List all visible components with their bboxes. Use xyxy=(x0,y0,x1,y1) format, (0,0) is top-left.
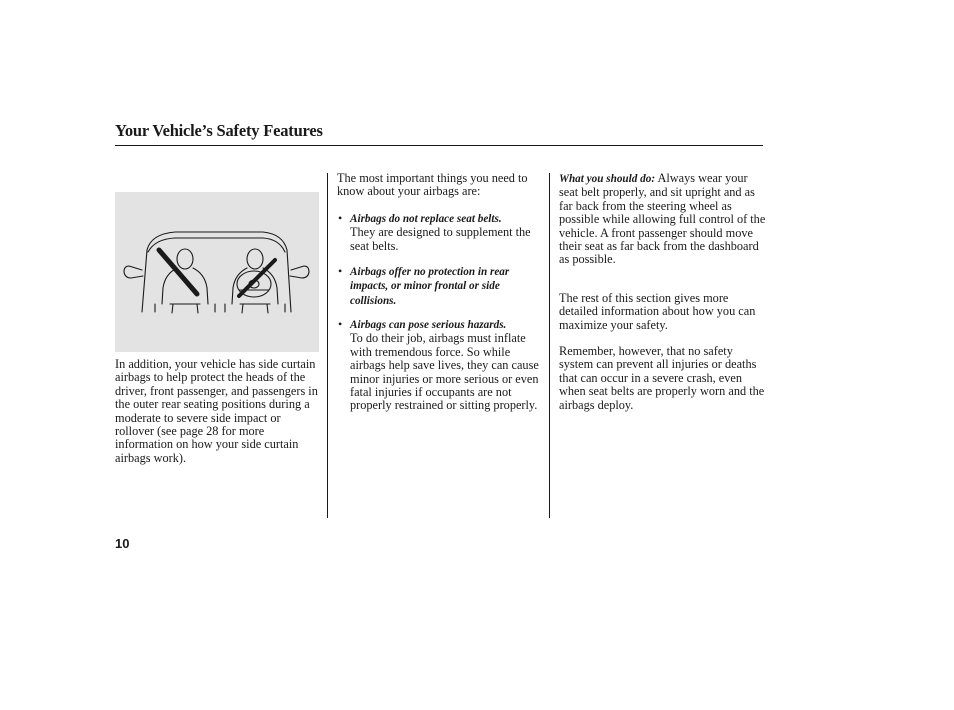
page-number: 10 xyxy=(115,536,130,551)
column-divider-1 xyxy=(327,173,328,518)
bullet-item-1 xyxy=(338,211,542,253)
column-divider-2 xyxy=(549,173,550,518)
side-curtain-airbag-text xyxy=(115,358,322,465)
remember-text xyxy=(559,345,766,412)
airbag-seated-occupants-icon xyxy=(115,192,319,352)
airbag-intro-text xyxy=(337,172,542,199)
airbag-illustration xyxy=(115,192,319,352)
bullet-item-2 xyxy=(338,264,542,308)
bullet-1-body: They are designed to supplement the seat belts. xyxy=(350,225,531,253)
bullet-1-heading: Airbags do not replace seat belts. xyxy=(350,213,502,225)
col3-paragraph-3: Remember, however, that no safety system can prevent all injuries or deaths that can occur in a severe crash, even when seat belts are properly worn and the airbags deploy. xyxy=(559,344,765,412)
page-title: Your Vehicle’s Safety Features xyxy=(115,121,323,140)
col1-paragraph: In addition, your vehicle has side curtain airbags to help protect the heads of the driver, front passenger, and passengers in the outer rear seating positions during a moderate to severe side impact or rollover (see page 28 for more information on how your side curtain airbags work). xyxy=(115,357,318,465)
bullet-icon: • xyxy=(338,317,343,331)
col2-intro: The most important things you need to know about your airbags are: xyxy=(337,171,528,199)
bullet-3-heading: Airbags can pose serious hazards. xyxy=(350,319,507,331)
bullet-3-body: To do their job, airbags must inflate with tremendous force. So while airbags help save lives, they can cause minor injuries or more serious or even fatal injuries if occupants are not properly restrained or sitting properly. xyxy=(350,331,539,413)
bullet-item-3 xyxy=(338,317,542,413)
bullet-icon: • xyxy=(338,211,343,225)
bullet-2-heading: Airbags offer no protection in rear impacts, or minor frontal or side collisions. xyxy=(350,266,510,307)
title-divider xyxy=(115,145,763,146)
rest-of-section-text xyxy=(559,292,766,332)
col3-paragraph-2: The rest of this section gives more detailed information about how you can maximize your safety. xyxy=(559,291,756,332)
what-you-should-do-text xyxy=(559,172,766,267)
col3-lead-body: Always wear your seat belt properly, and sit upright and as far back from the steering wheel as possible while allowing full control of the vehicle. A front passenger should move their seat as far back from the dashboard as possible. xyxy=(559,171,766,267)
bullet-icon: • xyxy=(338,264,343,278)
col3-lead-heading: What you should do: xyxy=(559,173,656,185)
